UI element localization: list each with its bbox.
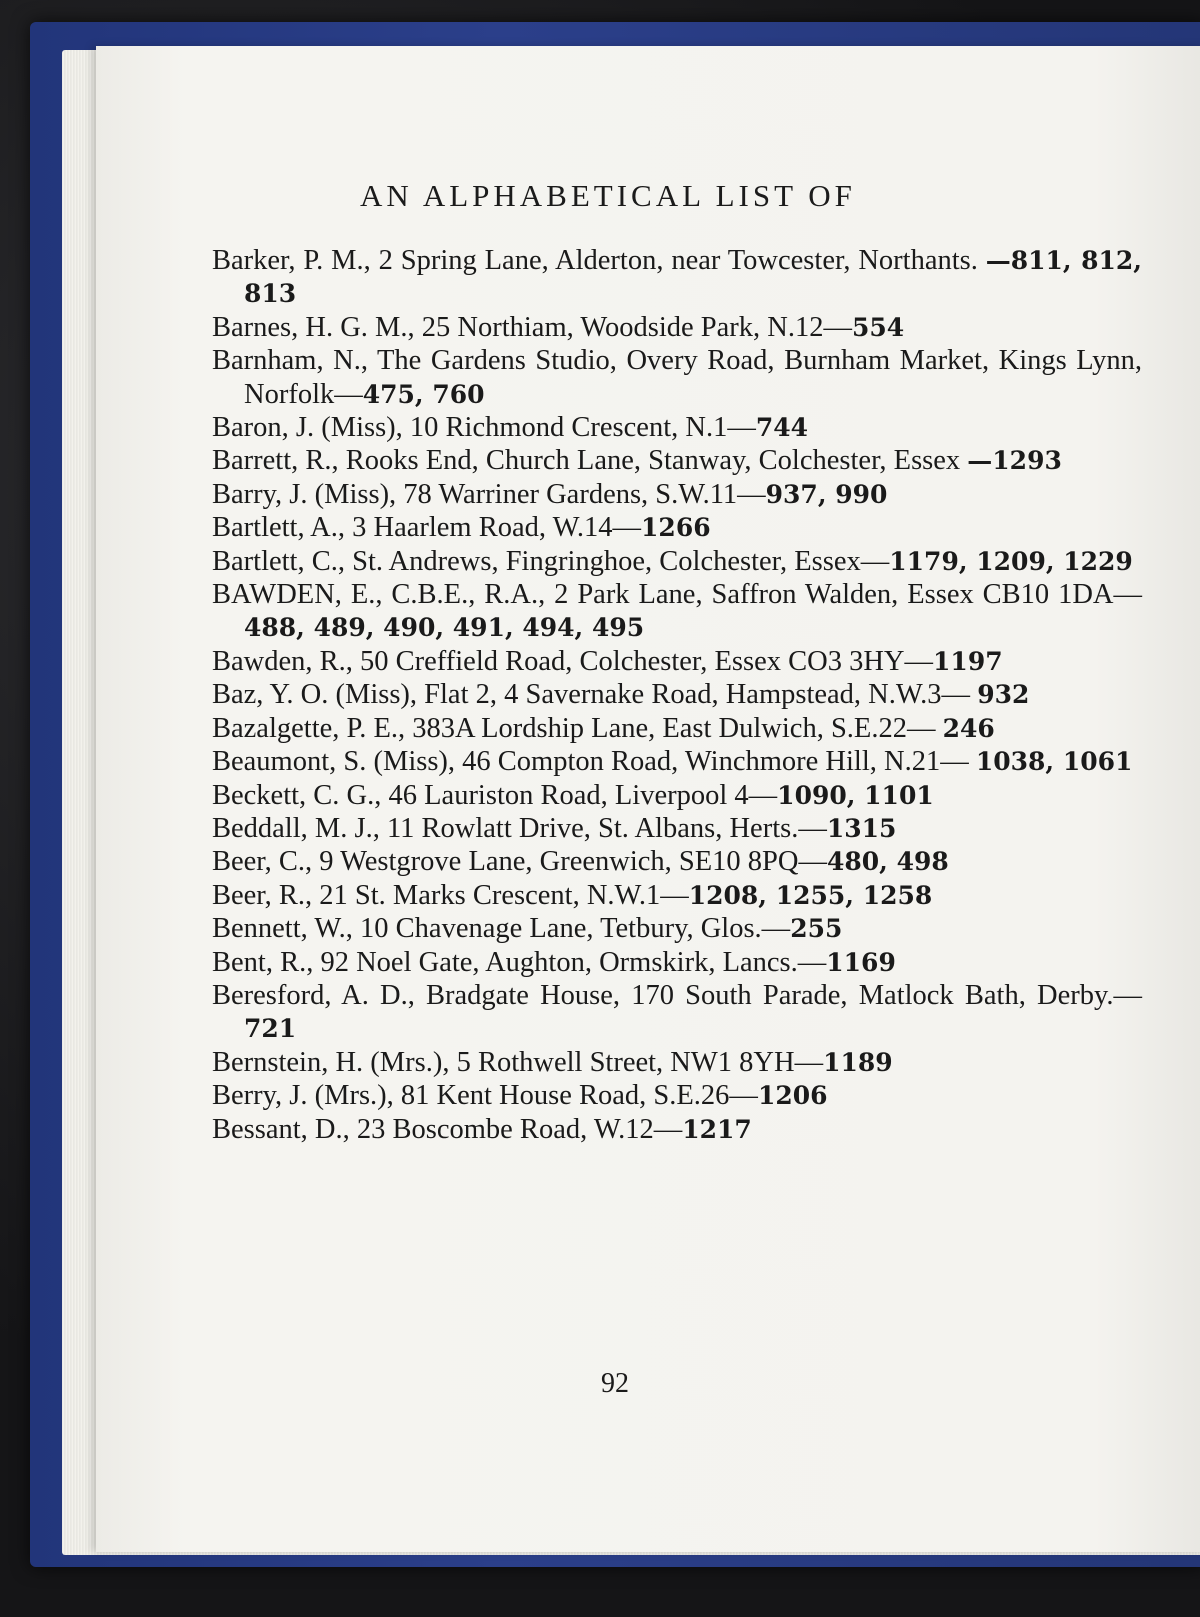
list-item: Baz, Y. O. (Miss), Flat 2, 4 Savernake Road, Hampstead, N.W.3— 932: [212, 679, 1030, 711]
list-item: Bennett, W., 10 Chavenage Lane, Tetbury, Glos.—255: [212, 913, 843, 945]
list-item: Beckett, C. G., 46 Lauriston Road, Liverpool 4—1090, 1101: [212, 779, 934, 811]
list-item: Bartlett, C., St. Andrews, Fingringhoe, Colchester, Essex—1179, 1209, 1229: [212, 545, 1133, 577]
list-item: Barker, P. M., 2 Spring Lane, Alderton, near Towcester, Northants. —811, 812, 813: [212, 245, 1142, 309]
list-item: Bazalgette, P. E., 383A Lordship Lane, East Dulwich, S.E.22— 246: [212, 712, 995, 744]
list-item: Barry, J. (Miss), 78 Warriner Gardens, S.W.11—937, 990: [212, 478, 888, 510]
list-item: Barnham, N., The Gardens Studio, Overy Road, Burnham Market, Kings Lynn, Norfolk—475, 760: [212, 345, 1142, 410]
list-item: Bessant, D., 23 Boscombe Road, W.12—1217: [212, 1113, 752, 1145]
list-item: Bartlett, A., 3 Haarlem Road, W.14—1266: [212, 512, 711, 544]
entry-list: [212, 244, 1142, 1146]
page-number: 92: [601, 1368, 629, 1399]
page-title: AN ALPHABETICAL LIST OF: [360, 178, 856, 213]
list-item: Beaumont, S. (Miss), 46 Compton Road, Winchmore Hill, N.21— 1038, 1061: [212, 746, 1133, 778]
list-item: Baron, J. (Miss), 10 Richmond Crescent, N.1—744: [212, 412, 809, 444]
list-item: Beer, R., 21 St. Marks Crescent, N.W.1—1208, 1255, 1258: [212, 879, 933, 911]
list-item: BAWDEN, E., C.B.E., R.A., 2 Park Lane, Saffron Walden, Essex CB10 1DA—488, 489, 490, 491, 494, 495: [212, 579, 1142, 643]
list-item: Bernstein, H. (Mrs.), 5 Rothwell Street, NW1 8YH—1189: [212, 1046, 893, 1078]
list-item: Beresford, A. D., Bradgate House, 170 South Parade, Matlock Bath, Derby.—721: [212, 979, 1142, 1044]
list-item: Bent, R., 92 Noel Gate, Aughton, Ormskirk, Lancs.—1169: [212, 946, 896, 978]
list-item: Berry, J. (Mrs.), 81 Kent House Road, S.E.26—1206: [212, 1080, 828, 1112]
list-item: Beer, C., 9 Westgrove Lane, Greenwich, SE10 8PQ—480, 498: [212, 846, 949, 878]
list-item: Barnes, H. G. M., 25 Northiam, Woodside Park, N.12—554: [212, 311, 905, 343]
list-item: Beddall, M. J., 11 Rowlatt Drive, St. Albans, Herts.—1315: [212, 812, 897, 844]
list-item: Barrett, R., Rooks End, Church Lane, Stanway, Colchester, Essex —1293: [212, 445, 1062, 477]
list-item: Bawden, R., 50 Creffield Road, Colchester, Essex CO3 3HY—1197: [212, 645, 1003, 677]
